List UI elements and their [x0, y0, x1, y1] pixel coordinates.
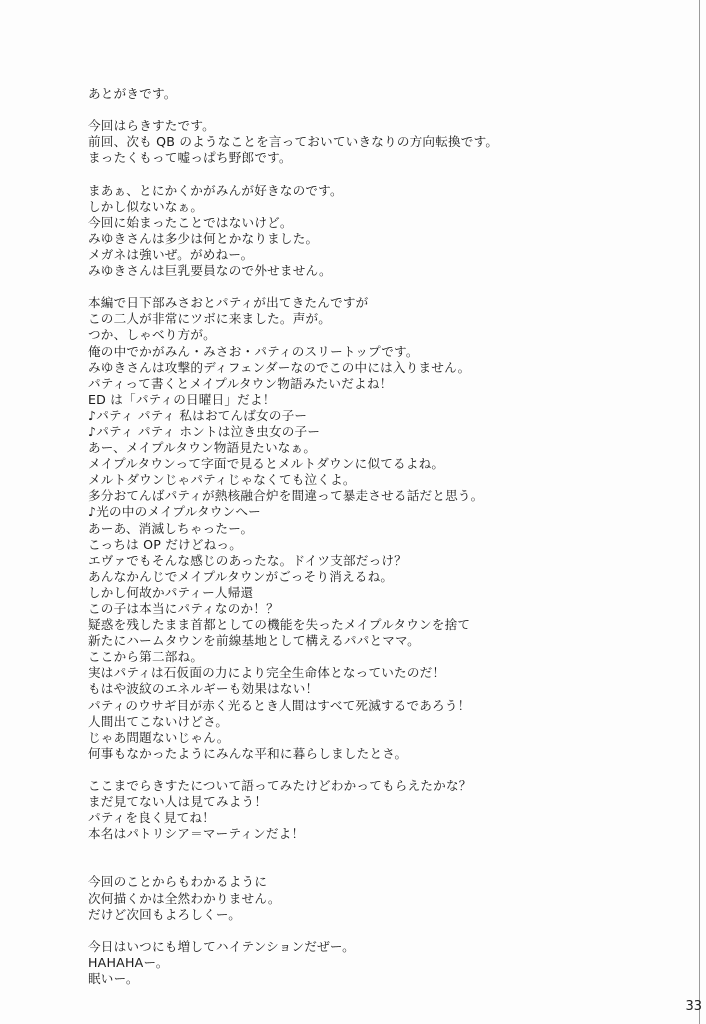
text-line: 多分おてんばパティが熱核融合炉を間違って暴走させる話だと思う。 — [88, 488, 484, 504]
text-line: 今回に始まったことではないけど。 — [88, 214, 293, 230]
text-line: 実はパティは石仮面の力により完全生命体となっていたのだ！ — [88, 665, 446, 681]
text-line: あとがきです。 — [88, 86, 177, 101]
text-line: 本編で日下部みさおとパティが出てきたんですが — [88, 295, 369, 311]
text-line: 今回のことからもわかるように — [88, 874, 268, 890]
text-line: 次何描くかは全然わかりません。 — [88, 890, 281, 906]
text-line: 人間出てこないけどさ。 — [88, 713, 229, 729]
text-line: まだ見てない人は見てみよう！ — [88, 794, 268, 810]
text-line: じゃあ問題ないじゃん。 — [88, 729, 230, 745]
paragraph — [88, 86, 688, 102]
text-line: 前回、次も QB のようなことを言っておいていきなりの方向転換です。 — [88, 134, 499, 150]
text-line: だけど次回もよろしくー。 — [88, 906, 242, 922]
page-edge-line — [699, 0, 700, 1024]
text-line: ♪パティ パティ ホントは泣き虫女の子ー — [88, 423, 321, 439]
text-line: ここから第二部ね。 — [88, 649, 204, 665]
text-line: しかし似ないなぁ。 — [88, 198, 204, 214]
text-line: 今回はらきすたです。 — [88, 118, 215, 134]
text-line: HAHAHAー。 — [88, 954, 169, 970]
text-line: みゆきさんは巨乳要員なので外せません。 — [88, 263, 332, 279]
paragraph — [88, 874, 688, 922]
text-line: こっちは OP だけどねっ。 — [88, 536, 242, 552]
text-line: ♪パティ パティ 私はおてんば女の子ー — [88, 407, 308, 423]
text-line: あーあ、消滅しちゃったー。 — [88, 520, 254, 536]
text-line: 本名はパトリシア＝マーティンだよ！ — [88, 826, 305, 842]
text-line: みゆきさんは攻撃的ディフェンダーなのでこの中には入りません。 — [88, 359, 471, 375]
text-line: ここまでらきすたについて語ってみたけどわかってもらえたかな？ — [88, 778, 472, 794]
paragraph — [88, 118, 688, 166]
text-line: 俺の中でかがみん・みさお・パティのスリートップです。 — [88, 343, 419, 359]
text-line: メイプルタウンって字面で見るとメルトダウンに似てるよね。 — [88, 456, 445, 472]
text-line: 今日はいつにも増してハイテンションだぜー。 — [88, 938, 355, 954]
text-line: あー、メイプルタウン物語見たいなぁ。 — [88, 440, 317, 456]
text-line: パティを良く見てね！ — [88, 810, 215, 826]
text-line: 何事もなかったようにみんな平和に暮らしましたとさ。 — [88, 745, 408, 761]
text-line: みゆきさんは多少は何とかなりました。 — [88, 230, 319, 246]
text-line: パティって書くとメイプルタウン物語みたいだよね！ — [88, 375, 393, 391]
paragraph — [88, 939, 688, 987]
text-line: 新たにハームタウンを前線基地として構えるパパとママ。 — [88, 633, 420, 649]
text-line: パティのウサギ目が赤く光るとき人間はすべて死滅するであろう！ — [88, 697, 471, 713]
text-line: ED は「パティの日曜日」だよ！ — [88, 391, 276, 407]
paragraph — [88, 778, 688, 842]
text-line: 眠いー。 — [88, 970, 139, 986]
paragraph — [88, 183, 688, 280]
text-line: 疑惑を残したまま首都としての機能を失ったメイプルタウンを捨て — [88, 617, 471, 633]
text-line: まったくもって嘘っぱち野郎です。 — [88, 150, 292, 166]
text-line: まあぁ、とにかくかがみんが好きなのです。 — [88, 182, 343, 198]
text-line: メガネは強いぜ。がめねー。 — [88, 246, 254, 262]
text-line: メルトダウンじゃパティじゃなくても泣くよ。 — [88, 472, 356, 488]
text-line: ♪光の中のメイプルタウンへー — [88, 504, 261, 520]
afterword-text — [88, 86, 688, 1003]
text-line: あんなかんじでメイプルタウンがごっそり消えるね。 — [88, 568, 394, 584]
text-line: もはや波紋のエネルギーも効果はない！ — [88, 681, 319, 697]
text-line: しかし何故かパティー人帰還 — [88, 584, 254, 600]
text-line: この二人が非常にツボに来ました。声が。 — [88, 311, 332, 327]
text-line: つか、しゃべり方が。 — [88, 327, 216, 343]
paragraph — [88, 295, 688, 762]
text-line: この子は本当にパティなのか！？ — [88, 601, 279, 616]
text-line: エヴァでもそんな感じのあったな。ドイツ支部だっけ？ — [88, 552, 407, 568]
page-number: 33 — [685, 999, 702, 1014]
